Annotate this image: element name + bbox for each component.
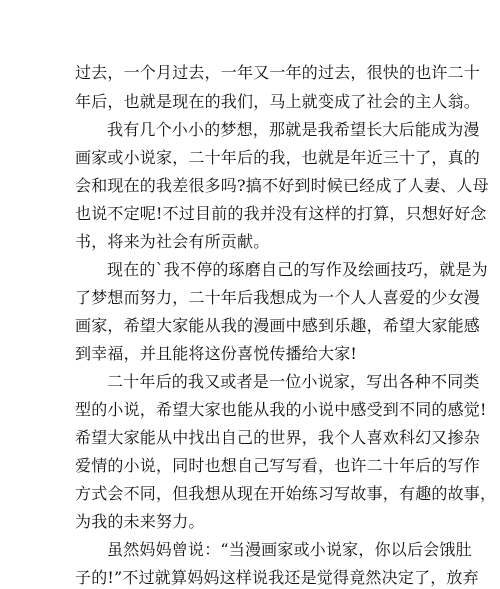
text-line: 了梦想而努力，二十年后我想成为一个人人喜爱的少女漫 bbox=[75, 288, 481, 307]
text-line: 子的!”不过就算妈妈这样说我还是觉得竟然决定了，放弃 bbox=[75, 568, 479, 587]
text-line: 也说不定呢!不过目前的我并没有这样的打算，只想好好念 bbox=[75, 204, 487, 223]
text-line: 方式会不同，但我想从现在开始练习写故事，有趣的故事， bbox=[75, 484, 497, 503]
text-line: 为我的未来努力。 bbox=[75, 512, 205, 531]
text-line: 现在的`我不停的琢磨自己的写作及绘画技巧，就是为 bbox=[107, 260, 488, 279]
text-line: 型的小说，希望大家也能从我的小说中感受到不同的感觉! bbox=[75, 400, 487, 419]
text-line: 到幸福，并且能将这份喜悦传播给大家! bbox=[75, 344, 358, 363]
text-line: 二十年后的我又或者是一位小说家，写出各种不同类 bbox=[107, 372, 480, 391]
text-line: 我有几个小小的梦想，那就是我希望长大后能成为漫 bbox=[107, 120, 480, 139]
text-line: 年后，也就是现在的我们，马上就变成了社会的主人翁。 bbox=[75, 92, 481, 111]
text-line: 书，将来为社会有所贡献。 bbox=[75, 232, 270, 251]
text-line: 画家，希望大家能从我的漫画中感到乐趣，希望大家能感 bbox=[75, 316, 481, 335]
text-line: 画家或小说家，二十年后的我，也就是年近三十了，真的 bbox=[75, 148, 481, 167]
text-line: 爱情的小说，同时也想自己写写看，也许二十年后的写作 bbox=[75, 456, 481, 475]
text-line: 希望大家能从中找出自己的世界，我个人喜欢科幻又掺杂 bbox=[75, 428, 481, 447]
text-line: 会和现在的我差很多吗?搞不好到时候已经成了人妻、人母 bbox=[75, 176, 489, 195]
text-line: 过去，一个月过去，一年又一年的过去，很快的也许二十 bbox=[75, 63, 481, 82]
text-line: 虽然妈妈曾说：“当漫画家或小说家，你以后会饿肚 bbox=[107, 540, 472, 559]
